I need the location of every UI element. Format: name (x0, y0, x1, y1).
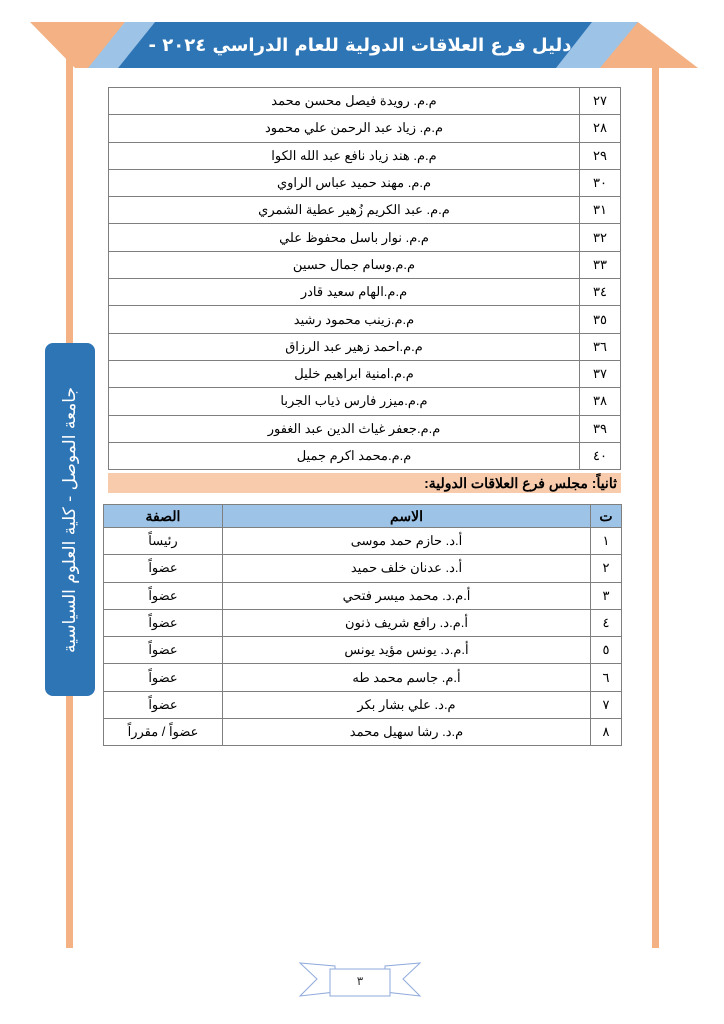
row-number: ٢٧ (580, 88, 621, 115)
staff-table (108, 87, 621, 470)
staff-name: م.م. رويدة فيصل محسن محمد (109, 88, 580, 115)
member-name: أ.م.د. رافع شريف ذنون (223, 609, 591, 636)
row-number: ٣٢ (580, 224, 621, 251)
row-number: ١ (591, 528, 622, 555)
staff-table-row (109, 388, 621, 415)
staff-name: م.م. زياد عبد الرحمن علي محمود (109, 115, 580, 142)
side-label-text: جامعة الموصل - كلية العلوم السياسية (60, 386, 80, 653)
header-num: ت (591, 505, 622, 528)
row-number: ٣ (591, 582, 622, 609)
row-number: ٥ (591, 637, 622, 664)
member-role: رئيساً (104, 528, 223, 555)
staff-table-row (109, 88, 621, 115)
staff-table-row (109, 115, 621, 142)
row-number: ٤٠ (580, 442, 621, 469)
staff-name: م.م.زينب محمود رشيد (109, 306, 580, 333)
staff-table-row (109, 197, 621, 224)
staff-name: م.م. عبد الكريم زُهير عطية الشمري (109, 197, 580, 224)
member-role: عضواً (104, 609, 223, 636)
staff-name: م.م. هند زياد نافع عبد الله الكوا (109, 142, 580, 169)
staff-table-row (109, 279, 621, 306)
member-name: أ.د. حازم حمد موسى (223, 528, 591, 555)
council-table-row (104, 637, 622, 664)
row-number: ٣٩ (580, 415, 621, 442)
staff-name: م.م.وسام جمال حسين (109, 251, 580, 278)
member-role: عضواً (104, 637, 223, 664)
staff-name: م.م.جعفر غياث الدين عبد الغفور (109, 415, 580, 442)
member-name: أ.م. جاسم محمد طه (223, 664, 591, 691)
council-table (103, 504, 622, 746)
member-role: عضواً (104, 691, 223, 718)
staff-table-row (109, 360, 621, 387)
staff-table-row (109, 415, 621, 442)
page-title: دليل فرع العلاقات الدولية للعام الدراسي ٢٠٢٤ - ٢٠٢٥ (148, 35, 572, 96)
header-role: الصفة (104, 505, 223, 528)
staff-table-row (109, 251, 621, 278)
council-table-row (104, 664, 622, 691)
staff-name: م.م.امنية ابراهيم خليل (109, 360, 580, 387)
staff-table-row (109, 224, 621, 251)
member-name: م.د. رشا سهيل محمد (223, 719, 591, 746)
member-role: عضواً / مقرراً (104, 719, 223, 746)
row-number: ٣٣ (580, 251, 621, 278)
member-role: عضواً (104, 664, 223, 691)
section-heading-text: ثانياً: مجلس فرع العلاقات الدولية: (424, 475, 617, 491)
council-table-row (104, 555, 622, 582)
row-number: ٣٦ (580, 333, 621, 360)
row-number: ٣٠ (580, 169, 621, 196)
side-label (45, 343, 95, 696)
row-number: ٣١ (580, 197, 621, 224)
council-table-row (104, 719, 622, 746)
row-number: ٦ (591, 664, 622, 691)
council-table-row (104, 691, 622, 718)
row-number: ٧ (591, 691, 622, 718)
council-table-row (104, 528, 622, 555)
row-number: ٣٥ (580, 306, 621, 333)
member-name: م.د. علي بشار بكر (223, 691, 591, 718)
member-role: عضواً (104, 555, 223, 582)
council-table-header (104, 505, 622, 528)
row-number: ٢ (591, 555, 622, 582)
staff-name: م.م. نوار باسل محفوظ علي (109, 224, 580, 251)
member-role: عضواً (104, 582, 223, 609)
member-name: أ.د. عدنان خلف حميد (223, 555, 591, 582)
staff-name: م.م.محمد اكرم جميل (109, 442, 580, 469)
staff-table-row (109, 442, 621, 469)
row-number: ٢٨ (580, 115, 621, 142)
row-number: ٣٨ (580, 388, 621, 415)
staff-table-row (109, 142, 621, 169)
row-number: ٨ (591, 719, 622, 746)
row-number: ٤ (591, 609, 622, 636)
staff-name: م.م. مهند حميد عباس الراوي (109, 169, 580, 196)
header-name: الاسم (223, 505, 591, 528)
section-heading (108, 473, 621, 493)
staff-table-row (109, 169, 621, 196)
staff-table-row (109, 306, 621, 333)
page-number: ٣ (356, 974, 364, 988)
staff-name: م.م.ميزر فارس ذياب الجربا (109, 388, 580, 415)
staff-table-row (109, 333, 621, 360)
council-table-row (104, 609, 622, 636)
row-number: ٣٧ (580, 360, 621, 387)
council-table-row (104, 582, 622, 609)
member-name: أ.م.د. محمد ميسر فتحي (223, 582, 591, 609)
staff-name: م.م.احمد زهير عبد الرزاق (109, 333, 580, 360)
row-number: ٣٤ (580, 279, 621, 306)
row-number: ٢٩ (580, 142, 621, 169)
staff-name: م.م.الهام سعيد قادر (109, 279, 580, 306)
right-pillar (652, 45, 659, 948)
member-name: أ.م.د. يونس مؤيد يونس (223, 637, 591, 664)
